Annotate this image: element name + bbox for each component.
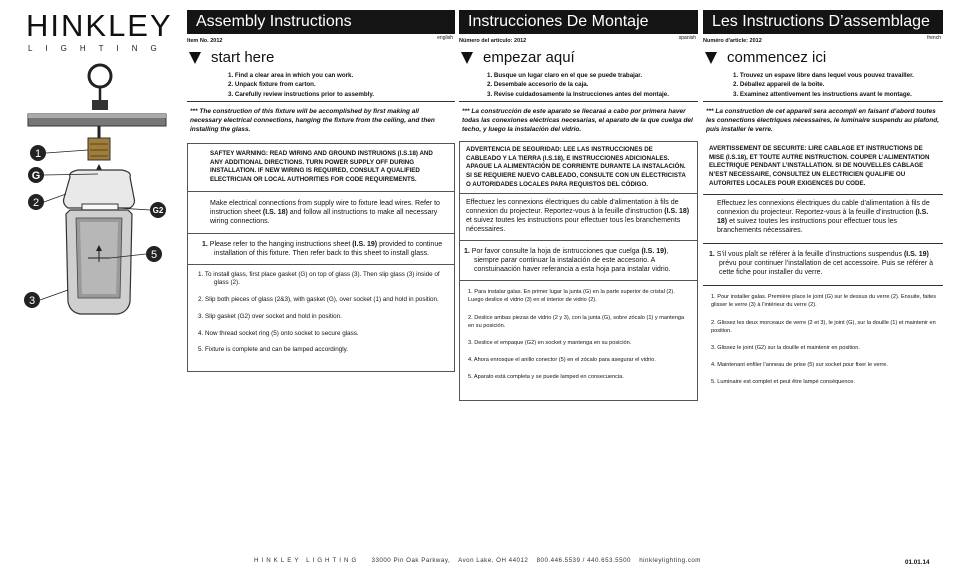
english-prep-steps xyxy=(187,71,455,99)
english-safety-warning: SAFTEY WARNING: READ WIRING AND GROUND INSTRUIONS (I.S.18) AND ANY ADDITIONAL DIRECTIONS. TURN POWER SUPPLY OFF DURING INSTALLATION. IF NEW WIRING IS REQUIRED, CONSULT A QUALIFIED ELECTRICIAN OR LOCAL AUTHORITIES FOR CODE REQUIREMENTS. xyxy=(187,143,455,192)
spanish-connect-note: Effectuez les connexions électriques du cable d'alimentation à fils de connexion du projecteur. Reportez-vous à la feuille d'instruction (I.S. 18) et suivez toutes les instructions pour effectuer tous les branchements nécessaires. xyxy=(459,194,698,241)
french-construction-note: *** La construction de cet appareil sera accompli en faisant d’abord toutes les connections électriques nécessaires, le luminaire suspendu au plafond, puis installer le verre. xyxy=(706,107,939,133)
divider xyxy=(703,101,943,102)
svg-text:1: 1 xyxy=(34,148,42,160)
install-step: 1. Para instalar galas. En primer lugar la junta (G) en la parte superior de cristal (2). Luego deslice el vidrio (3) en el interior de vidrio (2). xyxy=(468,289,675,304)
install-step: 3. Slip gasket (G2) over socket and hold in position. xyxy=(198,312,342,320)
hinkley-logo xyxy=(26,10,176,53)
spanish-item-no: Número del artículo: 2012 xyxy=(459,38,527,44)
prep-step: 2. Desembale accesorio de la caja. xyxy=(487,81,589,89)
stem-coupling xyxy=(92,100,108,110)
install-step: 3. Deslice el empaque (G2) en socket y mantenga en su posición. xyxy=(468,339,632,346)
install-step: 4. Now thread socket ring (5) onto socket to secure glass. xyxy=(198,329,359,337)
install-step: 1. Pour installer galas. Première place le joint (G) sur le dessus du verre (2). Ensuite, faites glisser le verre (3) à l’intérieur du verre (2). xyxy=(711,294,937,309)
canopy-highlight xyxy=(28,114,166,118)
footer-phone: 800.446.5539 / 440.653.5500 xyxy=(536,557,631,564)
install-step: 3. Glissez le joint (G2) sur la douille et maintenir en position. xyxy=(711,344,860,351)
footer-date: 01.01.14 xyxy=(905,559,930,566)
english-connect-note: Make electrical connections from supply wire to fixture lead wires. Refer to instruction sheet (I.S. 18) and follow all instructions to make all necessary wiring connections. xyxy=(187,192,455,234)
english-construction-note: *** The construction of this fixture will be accomplished by first making all necessary electrical connections, hanging the fixture from the ceiling, and then installing the glass. xyxy=(190,107,435,133)
spanish-install-steps xyxy=(459,281,698,400)
english-step1: 1. Please refer to the hanging instructions sheet (I.S. 19) provided to continue installation of this fixture. Then refer back to this sheet to install glass. xyxy=(187,234,455,265)
divider xyxy=(459,101,698,102)
french-prep-steps xyxy=(703,71,943,99)
prep-step: 1. Trouvez un espave libre dans lequel vous pouvez travailler. xyxy=(733,72,914,79)
svg-text:G2: G2 xyxy=(152,206,164,215)
callout-3 xyxy=(24,290,68,308)
spanish-lang-label: spanish xyxy=(678,35,696,41)
svg-text:5: 5 xyxy=(150,249,158,261)
down-arrow-icon xyxy=(189,52,201,64)
footer-city: Avon Lake, OH 44012 xyxy=(458,557,529,564)
footer-brand: HINKLEY LIGHTING xyxy=(254,557,360,564)
english-item-no: Item No. 2012 xyxy=(187,38,223,44)
spanish-column xyxy=(459,10,698,401)
prep-step: 2. Unpack fixture from carton. xyxy=(228,81,316,89)
english-subhead xyxy=(187,34,455,45)
spanish-step1: 1. Por favor consulte la hoja de isntrucciones que cuelga (I.S. 19), siempre parar continuar la instalación de este accesorio. A constuinaación haver referancia a esta hoja para instalar vidrio. xyxy=(459,241,698,281)
install-step: 2. Glissez les deux morceaux de verre (2 et 3), le joint (G), sur la douille (1) et maintenir en position. xyxy=(711,319,936,334)
install-step: 2. Deslice ambas piezas de vidrio (2 y 3), con la junta (G), sobre zócalo (1) y mantenga en su posición. xyxy=(468,314,685,329)
english-title: Assembly Instructions xyxy=(187,10,455,34)
english-column xyxy=(187,10,455,372)
install-step: 4. Ahora enrosque el anillo conector (5) en el zócalo para asegurar el vidrio. xyxy=(468,356,656,363)
french-title: Les Instructions D’assemblage xyxy=(703,10,943,34)
logo-wordmark: HINKLEY xyxy=(26,8,173,43)
prep-step: 1. Find a clear area in which you can work. xyxy=(228,72,354,79)
hanging-loop xyxy=(89,65,111,87)
french-connect-note: Effectuez les connexions électriques du cable d’alimentation à fils de connexion du projecteur. Reportez-vous à la feuille d’instruction (I.S. 18) et suivez toutes les instructions pour effectuer tous les branchements nécessaires. xyxy=(717,200,930,235)
spanish-safety-warning: ADVERTENCIA DE SEGURIDAD: LEE LAS INSTRUCCIONES DE CABLEADO Y LA TIERRA (I.S.18), E INSTRUCCIONES ADICIONALES. APAGUE LA ALIMENTACIÓN DE CORRIENTE DURANTE LA INSTALACIÓN. SI SE REQUIERE NUEVO CABLEADO, CONSULTE CON UN ELECTRICISTA O AUTORIDADES LOCALES PARA REQUISTOS DEL CÓDIGO. xyxy=(459,141,698,195)
spanish-title: Instrucciones De Montaje xyxy=(459,10,698,34)
spanish-start-row xyxy=(459,49,698,71)
footer-web: hinkleylighting.com xyxy=(639,557,701,564)
english-start-row xyxy=(187,49,455,71)
spanish-construction-note: *** La construcción de este aparato se llecaraá a cabo por primera haver todas las conexiones eléctricas necesarias, el aparato de la que cuelga del techo, y luego la instalación del vidrio. xyxy=(462,107,693,133)
footer-address: 33000 Pin Oak Parkway, xyxy=(371,557,451,564)
french-lang-label: french xyxy=(927,35,941,41)
prep-step: 2. Déballez appareil de la boîte. xyxy=(733,81,825,89)
install-step: 1. To install glass, first place gasket (G) on top of glass (3). Then slip glass (3) inside of glass (2). xyxy=(198,270,440,287)
prep-step: 3. Examinez attentivement les instructions avant le montage. xyxy=(733,90,912,98)
prep-step: 3. Carefully review instructions prior to assembly. xyxy=(228,90,375,98)
english-install-steps xyxy=(187,265,455,373)
prep-step: 1. Busque un lugar claro en el que se puede trabajar. xyxy=(487,72,643,79)
svg-text:2: 2 xyxy=(32,197,40,209)
logo-subtitle: LIGHTING xyxy=(28,44,170,53)
install-step: 5. Luminaire est complet et peut être lampé conséquence. xyxy=(711,378,855,385)
french-install-steps xyxy=(703,286,943,404)
spanish-subhead xyxy=(459,34,698,45)
socket xyxy=(88,138,110,160)
french-start-row xyxy=(703,49,943,71)
callout-1 xyxy=(30,145,88,161)
spanish-prep-steps xyxy=(459,71,698,99)
french-safety-warning: AVERTISSEMENT DE SECURITE: LIRE CABLAGE ET INSTRUCTIONS DE MISE (I.S.18), ET TOUTE AUTRE INSTRUCTION. COUPER L’ALIMENTATION ELECTRIQUE PENDANT L’INSTALLATION. SI DE NOUVELLES CABLAGE N’EST NECESSAIRE, CONSULTEZ UN ELECTRICIEN QUALIFIE OU AUTORITES LOCALES POUR EXIGENCES DU CODE. xyxy=(709,144,930,187)
svg-text:G: G xyxy=(31,170,41,182)
fixture-diagram xyxy=(18,62,180,322)
english-start-here: start here xyxy=(211,49,275,66)
french-start-here: commencez ici xyxy=(727,49,827,66)
prep-step: 3. Revise cuidadosamente la Instrucciones antes del montaje. xyxy=(487,90,669,98)
divider xyxy=(187,101,455,102)
down-arrow-icon xyxy=(705,52,717,64)
french-column xyxy=(703,10,943,405)
svg-text:3: 3 xyxy=(28,295,36,307)
french-subhead xyxy=(703,34,943,45)
spanish-start-here: empezar aquí xyxy=(483,49,575,66)
french-item-no: Numéro d'article: 2012 xyxy=(703,38,762,44)
install-step: 4. Maintenant enfiler l’anneau de prise (5) sur socket pour fixer le verre. xyxy=(711,361,888,368)
english-lang-label: english xyxy=(437,35,453,41)
install-step: 5. Aparato está completa y se puede lamped en consecuencia. xyxy=(468,373,624,380)
french-step1: 1. S’il vous plaît se référer à la feuille d’instructions suspendus (I.S. 19) prévu pour continuer l’installation de cet accessoire. Puis se référer à cette fiche pour installer du verre. xyxy=(709,251,933,277)
callout-2 xyxy=(28,194,66,210)
install-step: 5. Fixture is complete and can be lamped accordingly. xyxy=(198,346,349,354)
glass-2-top xyxy=(64,170,135,208)
install-step: 2. Slip both pieces of glass (2&3), with gasket (G), over socket (1) and hold in position. xyxy=(198,296,439,304)
down-arrow-icon xyxy=(461,52,473,64)
footer xyxy=(254,557,707,564)
